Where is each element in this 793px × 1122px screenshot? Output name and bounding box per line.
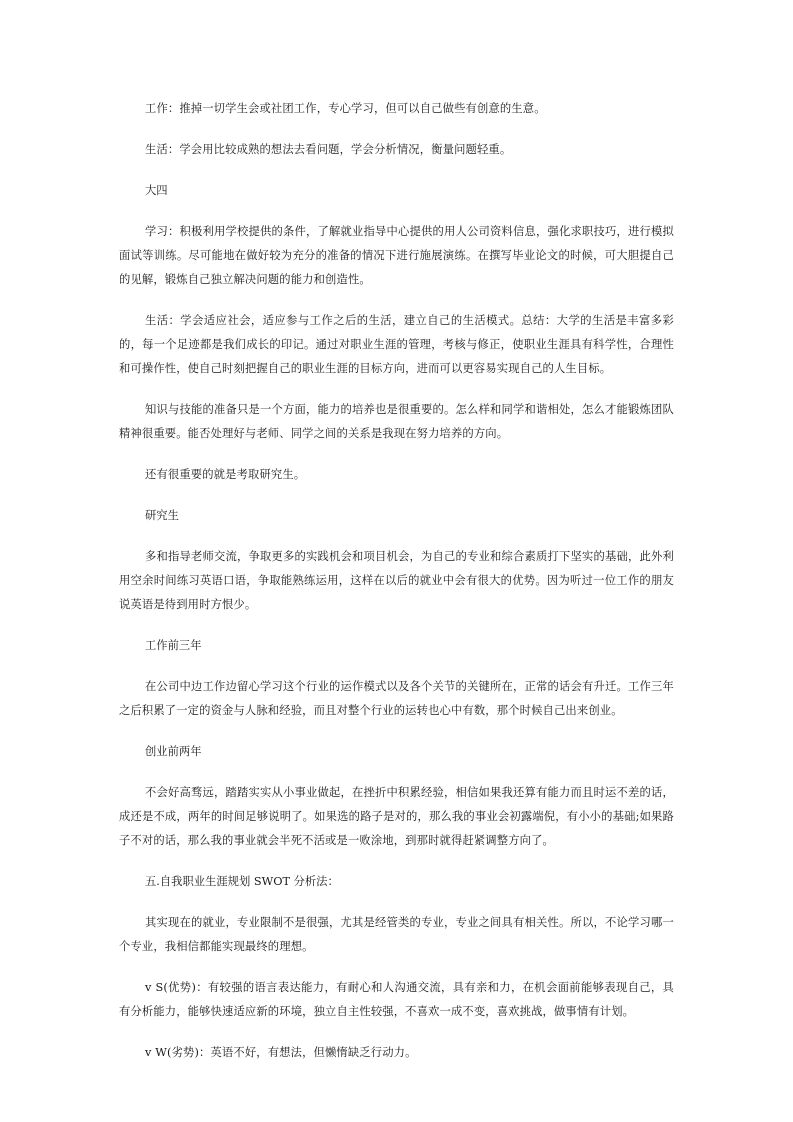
- paragraph-study: 学习：积极利用学校提供的条件，了解就业指导中心提供的用人公司资料信息，强化求职技巧，进行模拟面试等训练。尽可能地在做好较为充分的准备的情况下进行施展演练。在撰写毕业论文的时候，可大胆提自己的见解，锻炼自己独立解决问题的能力和创造性。: [119, 225, 674, 286]
- heading-startup-two-years: 创业前两年: [145, 745, 202, 758]
- paragraph-graduate-plan: 多和指导老师交流，争取更多的实践机会和项目机会，为自己的专业和综合素质打下坚实的基础，此外利用空余时间练习英语口语，争取能熟练运用，这样在以后的就业中会有很大的优势。因为听过一位工作的朋友说英语是待到用时方恨少。: [119, 550, 674, 611]
- heading-first-three-years: 工作前三年: [145, 639, 202, 652]
- paragraph-life-summary: 生活：学会适应社会，适应参与工作之后的生活，建立自己的生活模式。总结：大学的生活是丰富多彩的，每一个足迹都是我们成长的印记。通过对职业生涯的管理，考核与修正，使职业生涯具有科学性，合理性和可操作性，使自己时刻把握自己的职业生涯的目标方向，进而可以更容易实现自己的人生目标。: [119, 314, 674, 375]
- heading-graduate: 研究生: [145, 509, 179, 522]
- paragraph-weaknesses: v W(劣势)：英语不好，有想法，但懒惰缺乏行动力。: [145, 1046, 417, 1059]
- paragraph-life: 生活：学会用比较成熟的想法去看问题，学会分析情况，衡量问题轻重。: [145, 143, 512, 156]
- paragraph-skills: 知识与技能的准备只是一个方面，能力的培养也是很重要的。怎么样和同学和谐相处，怎么才能锻炼团队精神很重要。能否处理好与老师、同学之间的关系是我现在努力培养的方向。: [119, 403, 674, 440]
- paragraph-strengths: v S(优势)：有较强的语言表达能力，有耐心和人沟通交流，具有亲和力，在机会面前能够表现自己，具有分析能力，能够快速适应新的环境，独立自主性较强，不喜欢一成不变，喜欢挑战，做事情有计划。: [119, 981, 674, 1018]
- heading-swot: 五.自我职业生涯规划 SWOT 分析法：: [145, 875, 339, 888]
- paragraph-work-plan: 在公司中边工作边留心学习这个行业的运作模式以及各个关节的关键所在，正常的话会有升迁。工作三年之后积累了一定的资金与人脉和经验，而且对整个行业的运转也心中有数，那个时候自己出来创业。: [119, 680, 674, 717]
- paragraph-graduate-exam: 还有很重要的就是考取研究生。: [145, 468, 306, 481]
- paragraph-work: 工作：推掉一切学生会或社团工作，专心学习，但可以自己做些有创意的生意。: [145, 102, 546, 115]
- paragraph-employment: 其实现在的就业，专业限制不是很强，尤其是经管类的专业，专业之间具有相关性。所以，不论学习哪一个专业，我相信都能实现最终的理想。: [119, 916, 674, 953]
- paragraph-startup-plan: 不会好高骛远，踏踏实实从小事业做起，在挫折中积累经验，相信如果我还算有能力而且时运不差的话，成还是不成，两年的时间足够说明了。如果选的路子是对的，那么我的事业会初露端倪，有小小的基础;如果路子不对的话，那么我的事业就会半死不活或是一败涂地，到那时就得赶紧调整方向了。: [119, 786, 674, 847]
- heading-senior-year: 大四: [145, 184, 168, 197]
- document-page: [119, 97, 674, 1082]
